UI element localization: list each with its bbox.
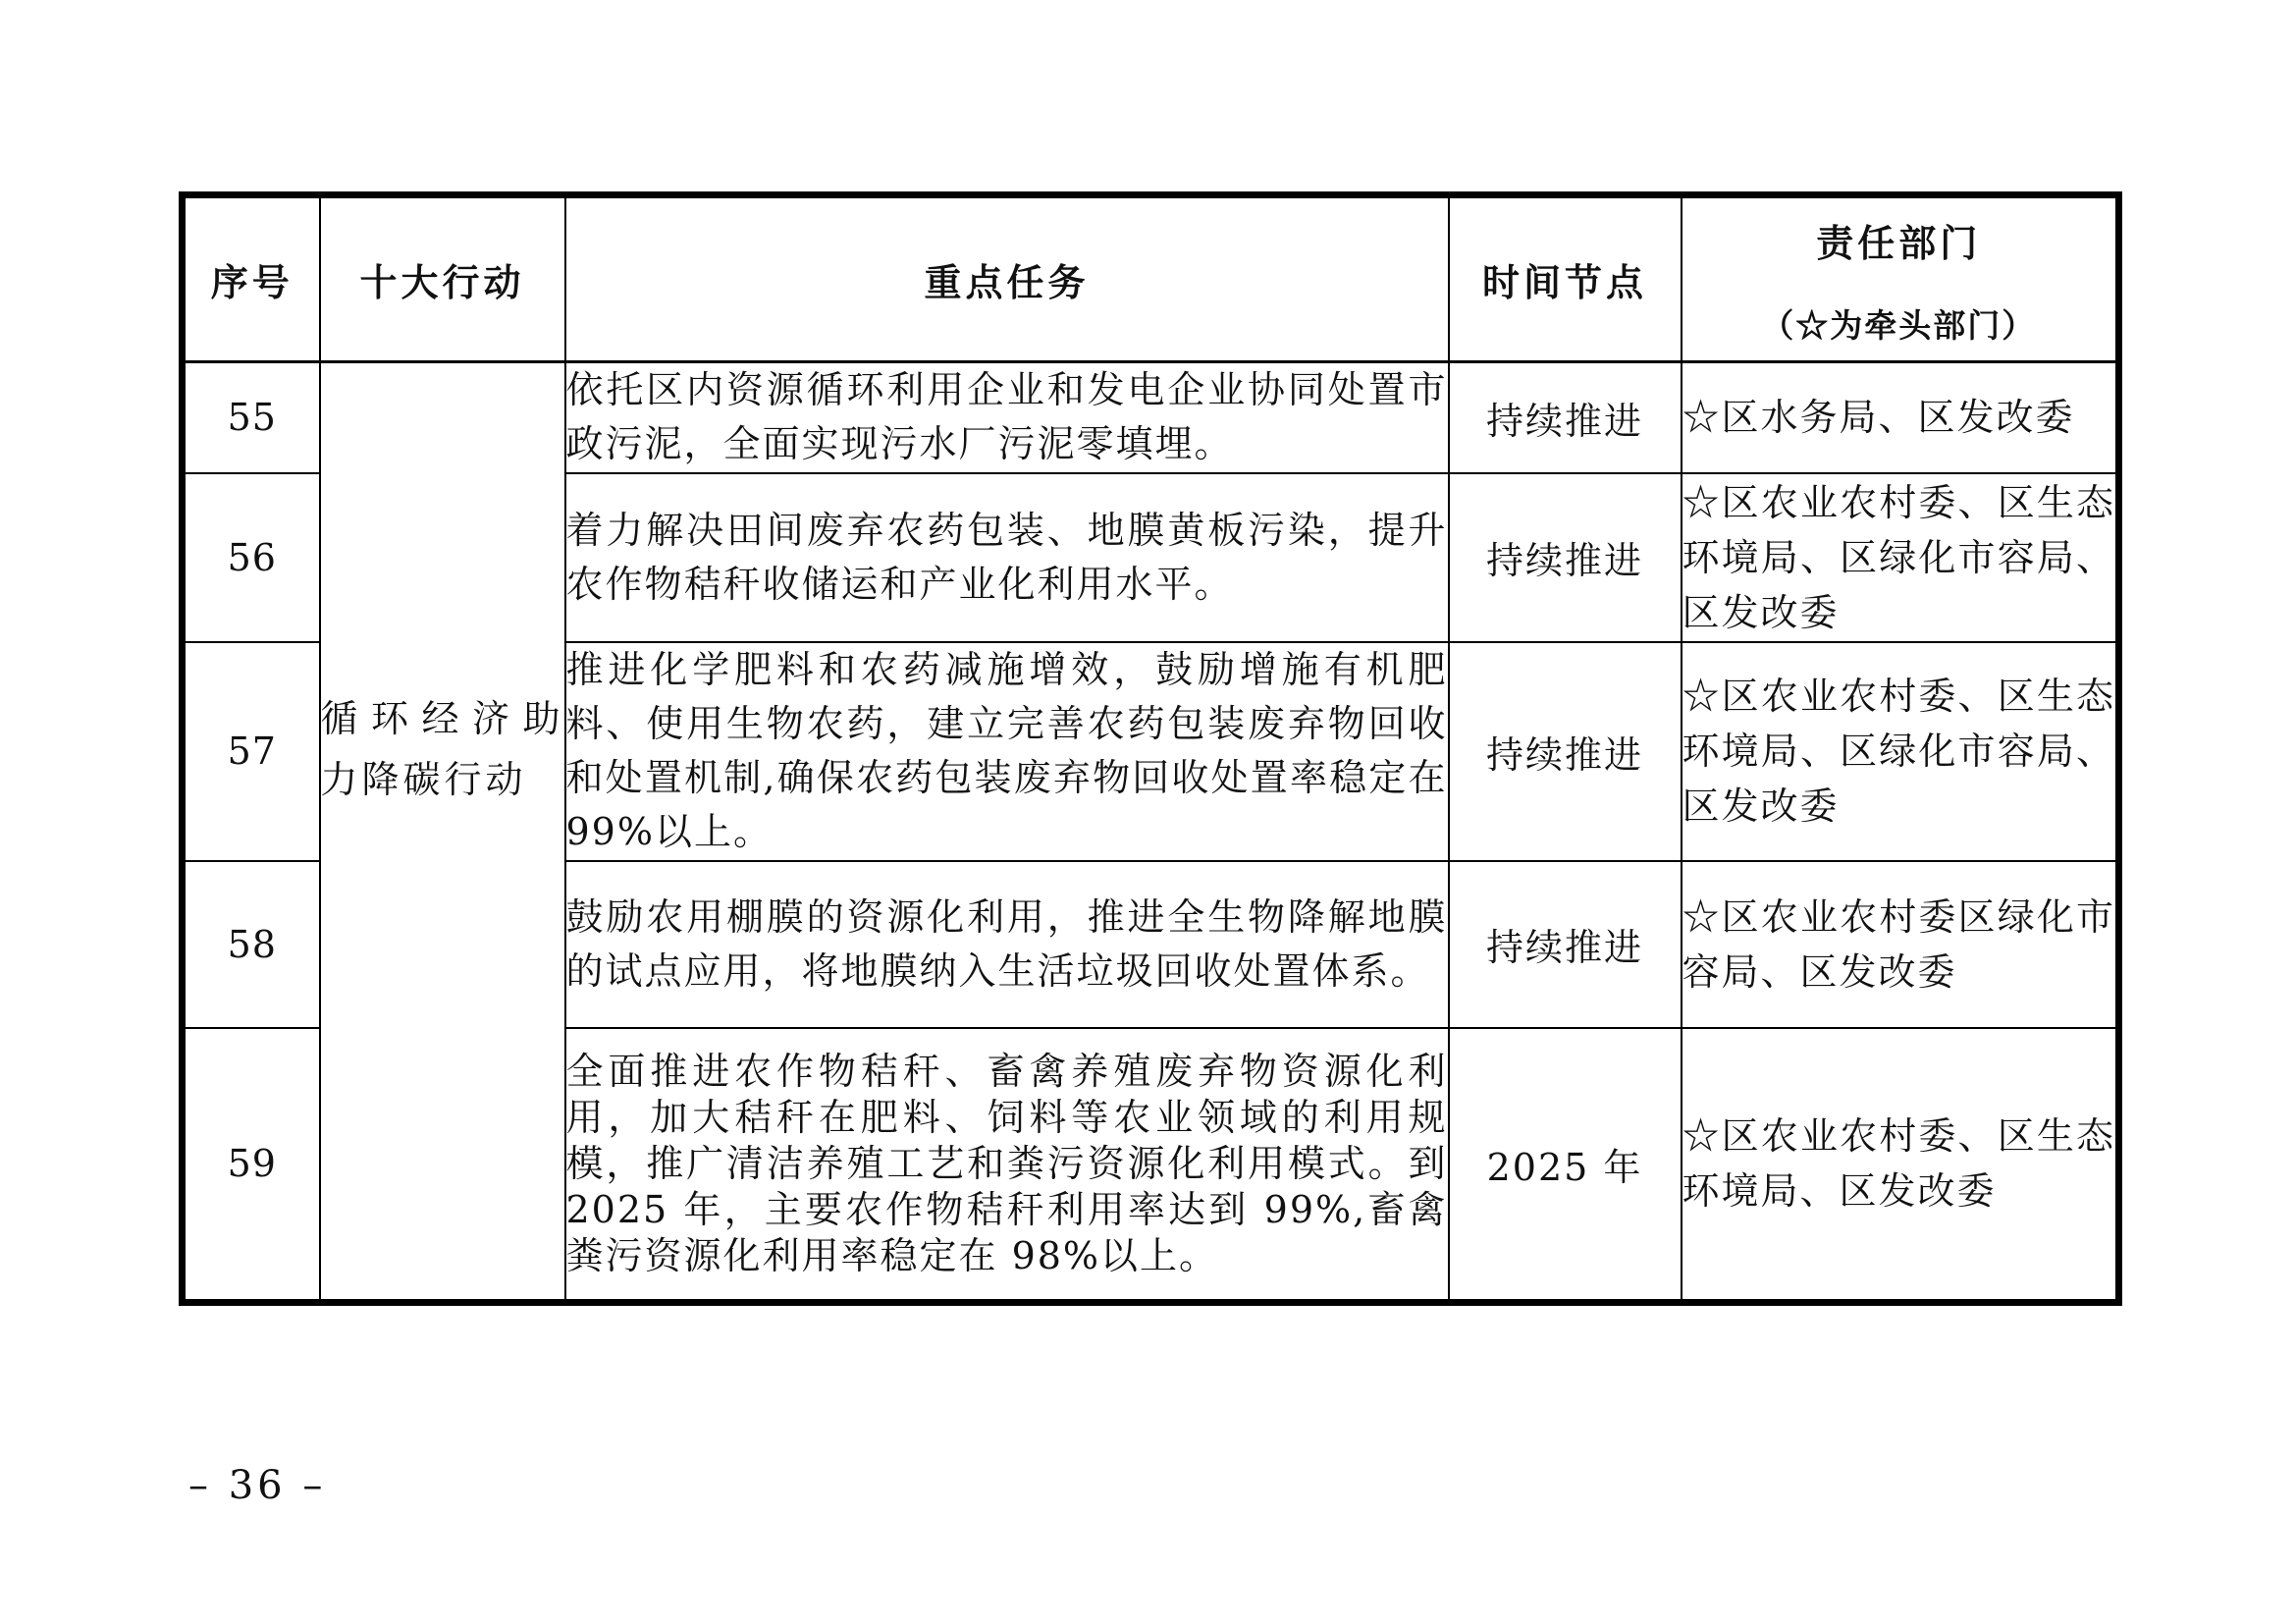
row-59-time: 2025 年 — [1449, 1028, 1682, 1303]
header-dept-note: （☆为牵头部门） — [1761, 305, 2037, 345]
table-header-row — [183, 195, 2119, 362]
page-number: – 36 – — [188, 1463, 327, 1508]
row-55-time: 持续推进 — [1449, 362, 1682, 473]
row-57-task: 推进化学肥料和农药减施增效，鼓励增施有机肥料、使用生物农药，建立完善农药包装废弃物回收和处置机制,确保农药包装废弃物回收处置率稳定在 99%以上。 — [565, 642, 1449, 861]
action-group-cell — [320, 362, 565, 1303]
header-time: 时间节点 — [1449, 195, 1682, 362]
row-59-index: 59 — [183, 1028, 320, 1303]
row-56-dept: ☆区农业农村委、区生态环境局、区绿化市容局、区发改委 — [1682, 473, 2119, 642]
row-56-index: 56 — [183, 473, 320, 642]
row-59-task: 全面推进农作物秸秆、畜禽养殖废弃物资源化利用，加大秸秆在肥料、饲料等农业领域的利用规模，推广清洁养殖工艺和粪污资源化利用模式。到 2025 年，主要农作物秸秆利用率达到 99%,畜禽粪污资源化利用率稳定在 98%以上。 — [565, 1028, 1449, 1303]
header-dept — [1682, 195, 2119, 362]
row-55-task: 依托区内资源循环利用企业和发电企业协同处置市政污泥，全面实现污水厂污泥零填埋。 — [565, 362, 1449, 473]
row-58-time: 持续推进 — [1449, 861, 1682, 1028]
row-57-index: 57 — [183, 642, 320, 861]
header-dept-title: 责任部门 — [1816, 220, 1982, 265]
row-56-task: 着力解决田间废弃农药包装、地膜黄板污染，提升农作物秸秆收储运和产业化利用水平。 — [565, 473, 1449, 642]
action-plan-table — [179, 191, 2122, 1306]
row-55-dept: ☆区水务局、区发改委 — [1682, 362, 2119, 473]
row-58-task: 鼓励农用棚膜的资源化利用，推进全生物降解地膜的试点应用，将地膜纳入生活垃圾回收处置体系。 — [565, 861, 1449, 1028]
table-row — [183, 362, 2119, 473]
row-57-time: 持续推进 — [1449, 642, 1682, 861]
row-56-time: 持续推进 — [1449, 473, 1682, 642]
action-group-label: 循环经济助力降碳行动 — [320, 696, 564, 801]
row-59-dept: ☆区农业农村委、区生态环境局、区发改委 — [1682, 1028, 2119, 1303]
header-task: 重点任务 — [565, 195, 1449, 362]
row-57-dept: ☆区农业农村委、区生态环境局、区绿化市容局、区发改委 — [1682, 642, 2119, 861]
row-55-index: 55 — [183, 362, 320, 473]
header-index: 序号 — [183, 195, 320, 362]
header-action: 十大行动 — [320, 195, 565, 362]
row-58-dept: ☆区农业农村委区绿化市容局、区发改委 — [1682, 861, 2119, 1028]
row-58-index: 58 — [183, 861, 320, 1028]
